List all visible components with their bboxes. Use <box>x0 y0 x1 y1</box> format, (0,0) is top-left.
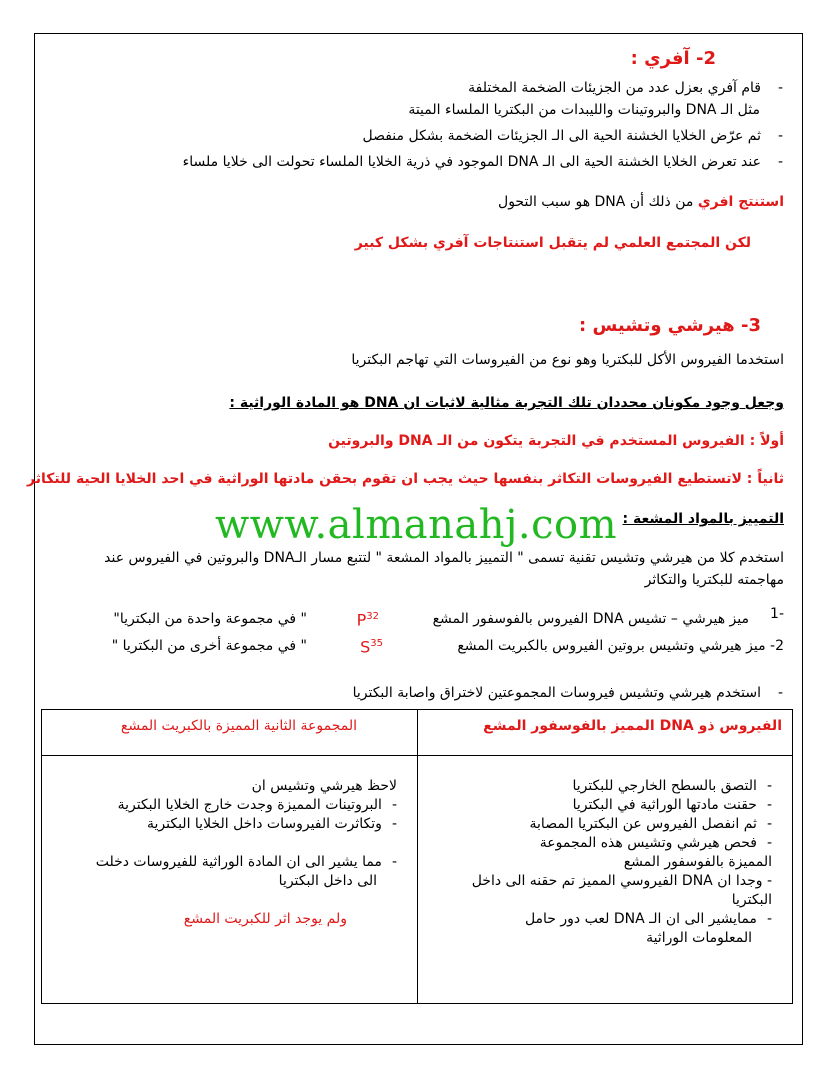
text-line: مثل الـ DNA والبروتينات والليبدات من البكتريا الملساء الميتة <box>408 102 760 118</box>
conclusion-text: من ذلك أن DNA هو سبب التحول <box>498 194 694 210</box>
phosphorus-group-text <box>472 777 772 948</box>
list-item: المعلومات الوراثية <box>646 930 752 946</box>
item1-text: ميز هيرشي – تشيس DNA الفيروس بالفوسفور المشع <box>432 611 749 627</box>
conclusion-label: استنتج افري <box>697 194 784 210</box>
list-item: - فحص هيرشي وتشيس هذه المجموعة <box>472 834 772 853</box>
list-item: - وجدا ان DNA الفيروسي المميز تم حقنه الى داخل <box>471 873 772 889</box>
text-line: - ثم عرّض الخلايا الخشنة الحية الى الـ الجزيئات الضخمة بشكل منفصل <box>362 127 761 145</box>
item2-group: " في مجموعة أخرى من البكتريا " <box>111 638 307 654</box>
text-line: مهاجمته للبكتريا والتكاثر <box>644 572 784 588</box>
list-item: - البروتينات المميزة وجدت خارج الخلايا البكترية <box>96 796 397 815</box>
list-item: - مما يشير الى ان المادة الوراثية للفيروسات دخلت <box>96 853 397 872</box>
list-item: البكتريا <box>731 892 772 908</box>
list-item: - وتكاثرت الفيروسات داخل الخلايا البكترية <box>96 815 397 834</box>
list-item: الى داخل البكتريا <box>278 873 377 889</box>
results-table <box>41 709 793 1004</box>
section-title-avery: 2- آفري : <box>630 48 716 69</box>
sulfur-group-text <box>96 777 397 929</box>
list-item: - التصق بالسطح الخارجي للبكتريا <box>472 777 772 796</box>
header-divider <box>42 755 792 756</box>
list-item: المميزة بالفوسفور المشع <box>623 854 772 870</box>
section-title-hershey-chase: 3- هيرشي وتشيس : <box>579 315 761 336</box>
text-line: استخدما الفيروس الأكل للبكتريا وهو نوع من الفيروسات التي تهاجم البكتريا <box>351 352 784 368</box>
list-item: ولم يوجد اثر للكبريت المشع <box>183 911 347 927</box>
isotope-s35: $S^{35}$ <box>360 637 383 657</box>
table-header-sulfur: المجموعة الثانية المميزة بالكبريت المشع <box>120 718 357 734</box>
text-line: استخدم كلا من هيرشي وتشيس تقنية تسمى " التمييز بالمواد المشعة " لتتبع مسار الـDNA والبروتين في الفيروس عند <box>104 550 784 566</box>
list-item: لاحظ هيرشي وتشيس ان <box>251 778 397 794</box>
first-point: أولاً : الفيروس المستخدم في التجربة يتكون من الـ DNA والبروتين <box>328 433 784 449</box>
text-line: - عند تعرض الخلايا الخشنة الحية الى الـ DNA الموجود في ذرية الخلايا الملساء تحولت الى خلايا ملساء <box>183 153 761 171</box>
column-divider <box>417 710 418 1003</box>
text-line: - قام آفري بعزل عدد من الجزيئات الضخمة المختلفة <box>468 79 761 97</box>
second-point: ثانياً : لاتستطيع الفيروسات التكاثر بنفسها حيث يجب ان تقوم بحقن مادتها الوراثية في احد الخلايا الحية للتكاثر <box>27 471 784 487</box>
item1-number: -1 <box>770 606 784 622</box>
scientific-community-note: لكن المجتمع العلمي لم يتقبل استنتاجات آفري بشكل كبير <box>354 235 751 251</box>
list-item: - ثم انفصل الفيروس عن البكتريا المصابة <box>472 815 772 834</box>
conclusion <box>498 193 784 211</box>
item2-text: 2- ميز هيرشي وتشيس بروتين الفيروس بالكبريت المشع <box>457 638 784 654</box>
text-line: - استخدم هيرشي وتشيس فيروسات المجموعتين لاختراق واصابة البكتريا <box>353 684 761 702</box>
watermark: www.almanahj.com <box>215 502 618 548</box>
experiment-reason: وجعل وجود مكونان محددان تلك التجربة مثالية لاثبات ان DNA هو المادة الوراثية : <box>229 395 784 411</box>
list-item: - ممايشير الى ان الـ DNA لعب دور حامل <box>472 910 772 929</box>
list-item: - حقنت مادتها الوراثية في البكتريا <box>472 796 772 815</box>
labeling-heading: التمييز بالمواد المشعة : <box>622 511 784 527</box>
table-header-phosphorus: الفيروس ذو DNA المميز بالفوسفور المشع <box>483 718 782 734</box>
isotope-p32: $P^{32}$ <box>356 610 379 630</box>
item1-group: " في مجموعة واحدة من البكتريا" <box>113 611 307 627</box>
